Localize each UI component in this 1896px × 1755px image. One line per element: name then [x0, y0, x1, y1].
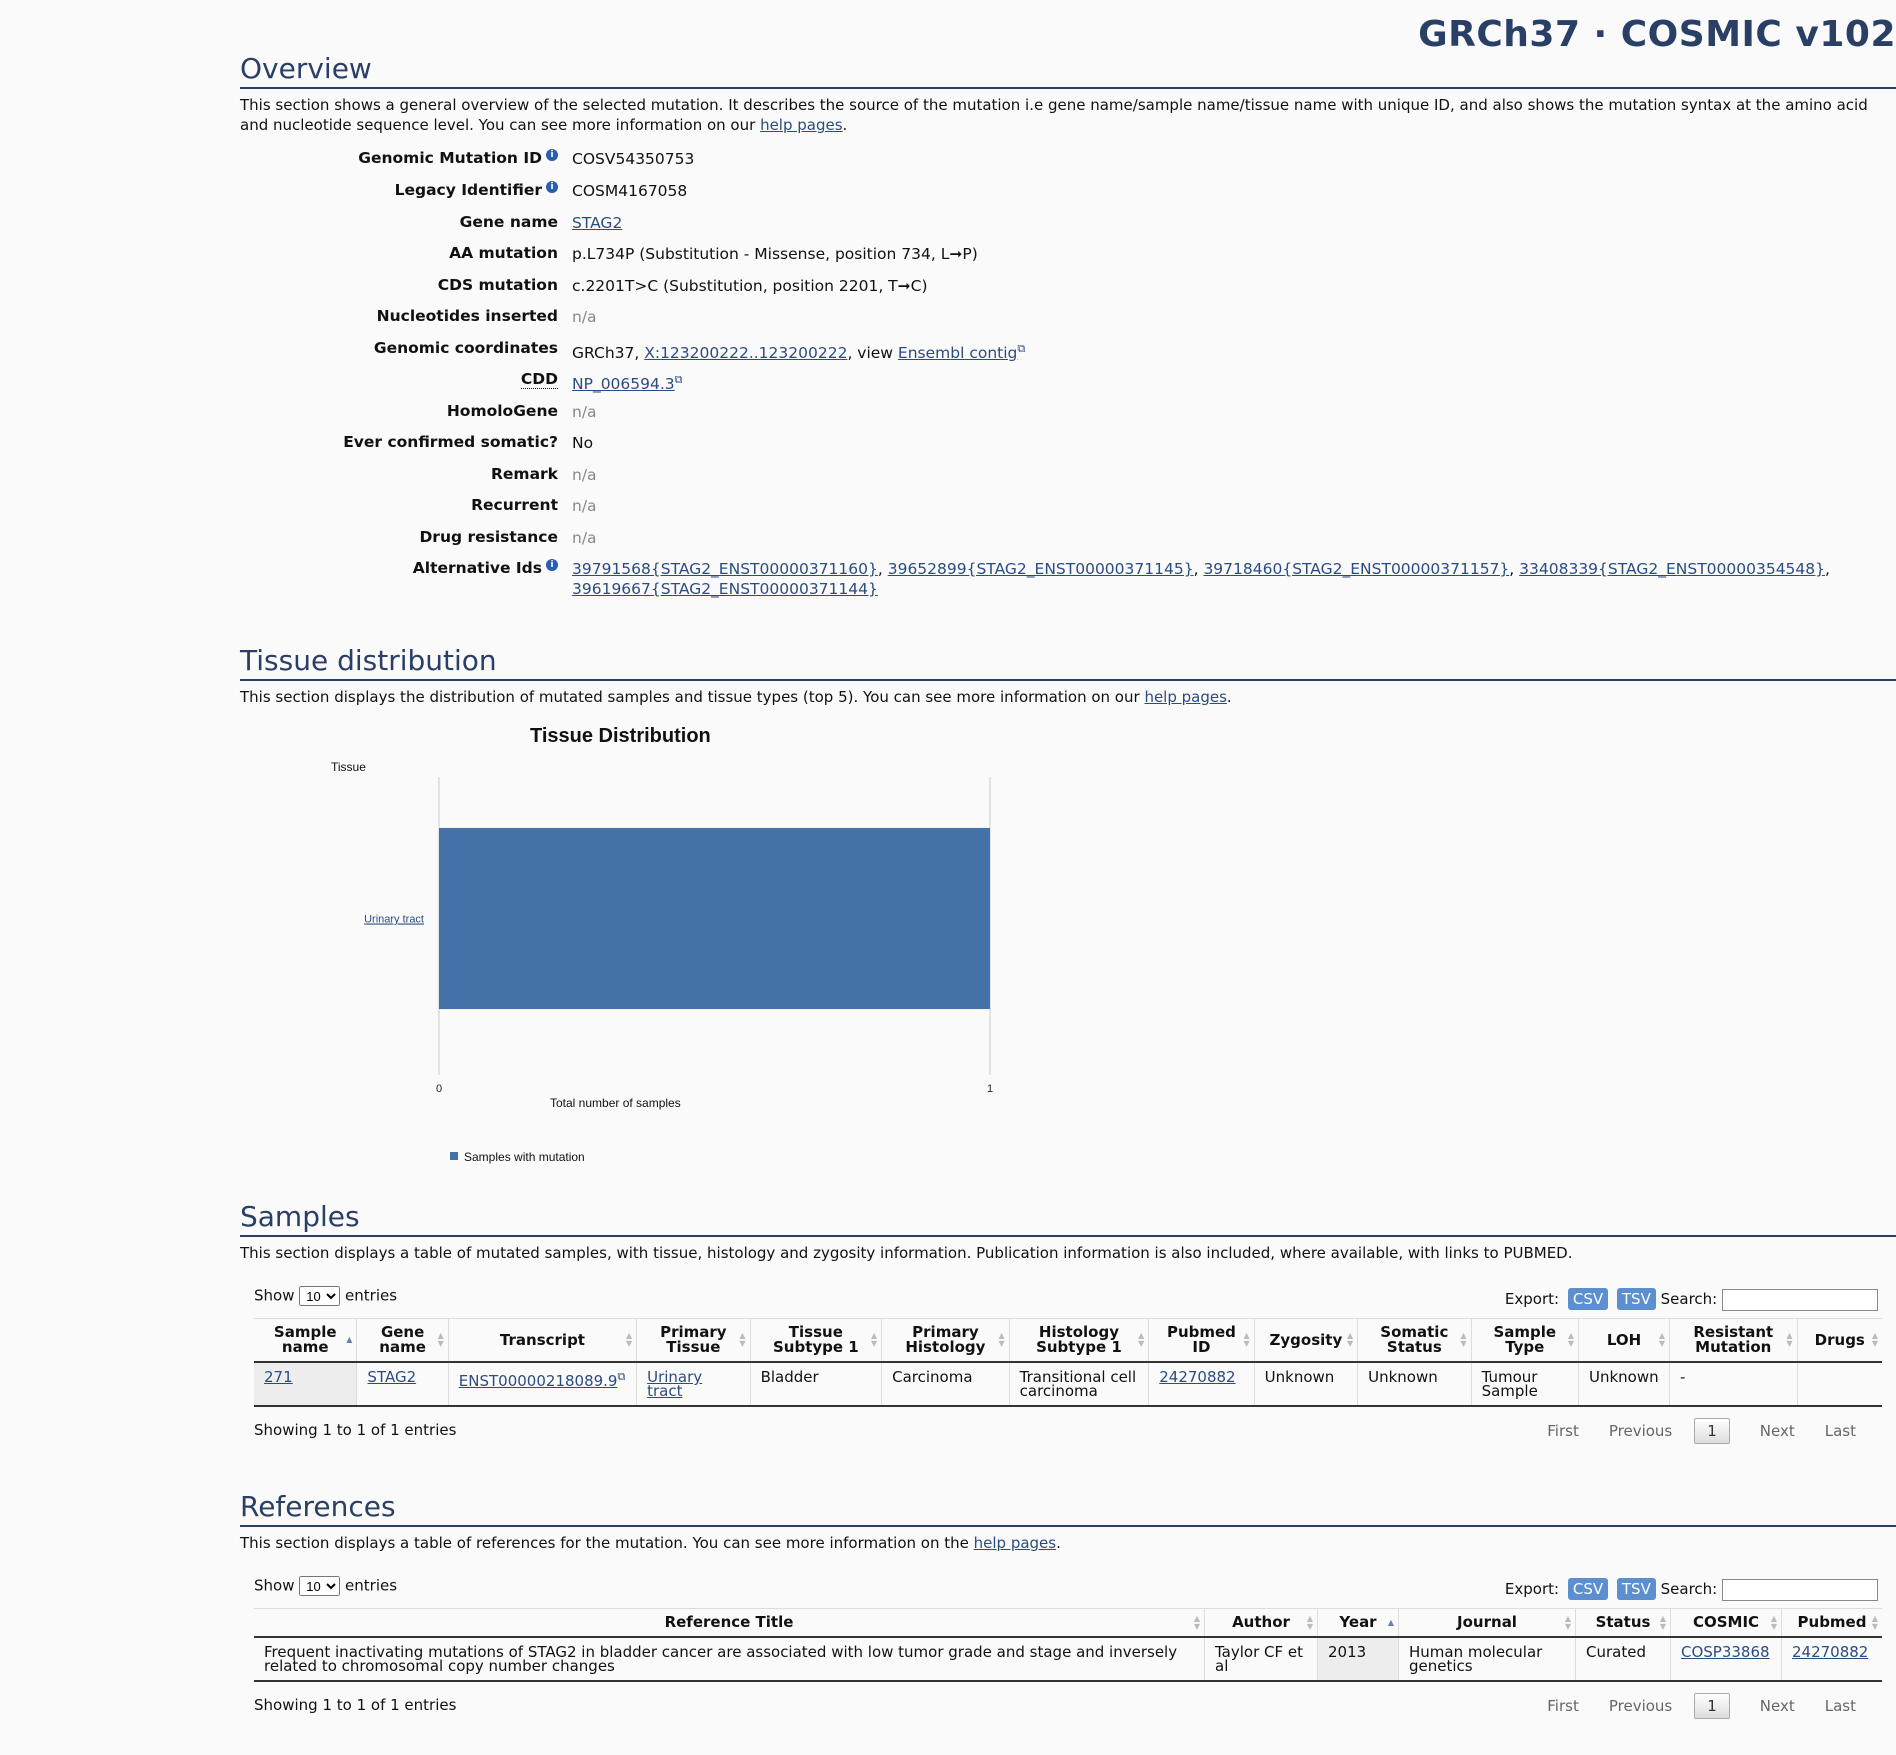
col-pubmed-id[interactable]: Pubmed ID ▲ ▼ [1149, 1319, 1254, 1363]
cell-loh: Unknown [1579, 1362, 1670, 1406]
pager-last[interactable]: Last [1824, 1697, 1856, 1715]
field-label: CDS mutation [437, 276, 558, 294]
col-cosmic[interactable]: COSMIC ▲ ▼ [1671, 1609, 1782, 1638]
field-label: AA mutation [449, 244, 558, 262]
col-sample-type[interactable]: Sample Type ▲ ▼ [1471, 1319, 1578, 1363]
search-label: Search: [1660, 1290, 1718, 1308]
alt-id-link[interactable]: 33408339{STAG2_ENST00000354548} [1519, 560, 1826, 578]
overview-intro [240, 95, 1896, 135]
field-label: Genomic coordinates [373, 339, 558, 357]
legend-label: Samples with mutation [464, 1150, 585, 1164]
col-primary-histology[interactable]: Primary Histology ▲ ▼ [882, 1319, 1010, 1363]
cell-sample-type: Tumour Sample [1471, 1362, 1578, 1406]
coord-mid: , view [847, 344, 898, 363]
field-value: n/a [572, 497, 597, 515]
field-recurrent [240, 496, 1880, 528]
sample-link[interactable]: 271 [264, 1368, 293, 1386]
field-value: COSV54350753 [572, 150, 695, 168]
overview-heading: Overview [240, 52, 1896, 89]
chart-legend [450, 1150, 585, 1164]
field-aa-mutation [240, 244, 1880, 276]
tissue-heading: Tissue distribution [240, 644, 1896, 681]
field-ever-confirmed-somatic [240, 433, 1880, 465]
external-link-icon: ⧉ [617, 1370, 626, 1383]
pager-next[interactable]: Next [1759, 1422, 1795, 1440]
col-year[interactable]: Year ▲ [1318, 1609, 1399, 1638]
cell-journal: Human molecular genetics [1399, 1637, 1576, 1681]
col-journal[interactable]: Journal ▲ ▼ [1399, 1609, 1576, 1638]
field-value: n/a [572, 403, 597, 421]
references-page-length-select[interactable] [299, 1576, 340, 1596]
samples-export-search [1505, 1288, 1878, 1311]
field-value: COSM4167058 [572, 182, 688, 200]
pager-previous[interactable]: Previous [1608, 1697, 1673, 1715]
samples-table [254, 1318, 1882, 1407]
field-alternative-ids [240, 559, 1880, 599]
show-label: Show [254, 1576, 295, 1595]
field-label: CDD [520, 370, 558, 388]
tissue-intro-text: This section displays the distribution of mutated samples and tissue types (top 5). You can see more information on our [240, 688, 1145, 706]
col-author[interactable]: Author ▲ ▼ [1205, 1609, 1318, 1638]
references-help-link[interactable]: help pages [973, 1534, 1057, 1552]
col-sample-name[interactable]: Sample name ▲ [254, 1319, 357, 1363]
references-section [240, 1490, 1896, 1553]
samples-length-control [254, 1286, 397, 1306]
field-legacy-identifier [240, 181, 1880, 213]
references-tsv-button[interactable]: TSV [1617, 1578, 1656, 1600]
tissue-help-link[interactable]: help pages [1144, 688, 1227, 706]
field-label: Alternative Ids [412, 559, 542, 578]
chart-title: Tissue Distribution [530, 725, 711, 747]
overview-intro-text: This section shows a general overview of the selected mutation. It describes the source of the mutation i.e gene name/sample name/tissue name with unique ID, and also shows the mutation syntax at the amino acid and nucleotide sequence level. You can see more information on our [240, 96, 1868, 134]
overview-section [240, 52, 1896, 135]
field-value: p.L734P (Substitution - Missense, position 734, L➞P) [572, 245, 978, 263]
pager-previous[interactable]: Previous [1608, 1422, 1673, 1440]
transcript-link[interactable]: ENST00000218089.9 [458, 1372, 618, 1390]
references-info: Showing 1 to 1 of 1 entries [254, 1696, 457, 1714]
col-somatic-status[interactable]: Somatic Status ▲ ▼ [1358, 1319, 1471, 1363]
samples-intro: This section displays a table of mutated samples, with tissue, histology and zygosity information. Publication information is also included, where available, with links to PUBMED. [240, 1244, 1573, 1262]
references-heading: References [240, 1490, 1896, 1527]
col-primary-tissue[interactable]: Primary Tissue ▲ ▼ [637, 1319, 750, 1363]
cell-drugs [1797, 1362, 1882, 1406]
cell-reference-title: Frequent inactivating mutations of STAG2 in bladder cancer are associated with low tumor grade and stage and inversely related to chromosomal copy number changes [254, 1637, 1205, 1681]
overview-intro-end: . [842, 116, 848, 134]
info-icon[interactable]: i [546, 559, 558, 571]
samples-tsv-button[interactable]: TSV [1617, 1288, 1656, 1310]
cosmic-link[interactable]: COSP33868 [1681, 1643, 1770, 1661]
export-label: Export: [1504, 1290, 1560, 1308]
cdd-link[interactable]: NP_006594.3 [572, 375, 675, 394]
cell-year: 2013 [1318, 1637, 1399, 1681]
col-gene-name[interactable]: Gene name ▲ ▼ [357, 1319, 448, 1363]
col-reference-title[interactable]: Reference Title ▲ ▼ [254, 1609, 1205, 1638]
col-resistant-mutation[interactable]: Resistant Mutation ▲ ▼ [1670, 1319, 1798, 1363]
references-intro-text: This section displays a table of references for the mutation. You can see more information on the [240, 1534, 974, 1552]
gene-link[interactable]: STAG2 [572, 214, 623, 232]
y-category-label[interactable]: Urinary tract [364, 913, 424, 926]
entries-label: entries [345, 1286, 398, 1305]
col-zygosity[interactable]: Zygosity ▲ ▼ [1254, 1319, 1357, 1363]
pager-first[interactable]: First [1547, 1697, 1579, 1715]
info-icon[interactable]: i [546, 181, 558, 193]
field-label: Gene name [459, 213, 558, 231]
cell-author: Taylor CF et al [1205, 1637, 1318, 1681]
entries-label: entries [345, 1576, 398, 1595]
info-icon[interactable]: i [546, 149, 558, 161]
alt-id-link[interactable]: 39718460{STAG2_ENST00000371157} [1203, 560, 1510, 578]
references-table [254, 1608, 1882, 1682]
coord-prefix: GRCh37, [572, 344, 645, 363]
cell-resistant-mutation: - [1670, 1362, 1798, 1406]
pager-page-1[interactable]: 1 [1694, 1418, 1730, 1444]
col-status[interactable]: Status ▲ ▼ [1576, 1609, 1671, 1638]
pubmed-link[interactable]: 24270882 [1792, 1643, 1869, 1661]
samples-search-input[interactable] [1722, 1289, 1878, 1311]
field-value: n/a [572, 308, 597, 326]
pager-first[interactable]: First [1547, 1422, 1579, 1440]
search-label: Search: [1660, 1580, 1718, 1598]
pager-page-1[interactable]: 1 [1694, 1693, 1730, 1719]
alt-id-link[interactable]: 39619667{STAG2_ENST00000371144} [572, 580, 878, 598]
col-pubmed[interactable]: Pubmed ▲ ▼ [1782, 1609, 1883, 1638]
legend-swatch [450, 1152, 458, 1160]
field-value: c.2201T>C (Substitution, position 2201, T➞C) [572, 277, 928, 295]
tissue-link[interactable]: Urinary tract [647, 1368, 703, 1400]
coordinates-link[interactable]: X:123200222..123200222 [644, 344, 848, 363]
table-row [254, 1362, 1882, 1406]
external-link-icon: ⧉ [1017, 342, 1026, 355]
field-value: No [572, 434, 594, 452]
samples-pagination [1517, 1418, 1856, 1444]
references-intro [240, 1533, 1896, 1553]
samples-page-length-select[interactable] [299, 1286, 340, 1306]
references-length-control [254, 1576, 397, 1596]
col-loh[interactable]: LOH ▲ ▼ [1579, 1319, 1670, 1363]
cell-primary-histology: Carcinoma [882, 1362, 1010, 1406]
field-homologene [240, 402, 1880, 433]
table-row [254, 1637, 1882, 1681]
field-label: Genomic Mutation ID [358, 149, 542, 168]
tissue-section [240, 644, 1896, 707]
cell-histology-subtype: Transitional cell carcinoma [1009, 1362, 1149, 1406]
bar [439, 828, 990, 1009]
field-label: Recurrent [471, 496, 558, 514]
pager-last[interactable]: Last [1824, 1422, 1856, 1440]
brand-title: GRCh37 · COSMIC v102 [1418, 14, 1896, 55]
field-gene-name [240, 213, 1880, 244]
samples-section [240, 1200, 1896, 1263]
field-label: Ever confirmed somatic? [343, 433, 558, 451]
tissue-intro-end: . [1226, 688, 1232, 706]
tissue-chart [300, 720, 1060, 1170]
table-header-row [254, 1609, 1882, 1638]
col-histology-subtype[interactable]: Histology Subtype 1 ▲ ▼ [1009, 1319, 1149, 1363]
samples-info: Showing 1 to 1 of 1 entries [254, 1421, 457, 1439]
field-value: n/a [572, 466, 597, 484]
tissue-intro [240, 687, 1896, 707]
alt-id-link[interactable]: 39791568{STAG2_ENST00000371160} [572, 560, 878, 578]
field-cds-mutation [240, 276, 1880, 307]
chart-xlabel: Total number of samples [550, 1096, 681, 1110]
cell-somatic-status: Unknown [1358, 1362, 1471, 1406]
field-label: HomoloGene [446, 402, 558, 420]
references-search-input[interactable] [1722, 1579, 1878, 1601]
samples-heading: Samples [240, 1200, 1896, 1237]
field-value: n/a [572, 529, 597, 547]
alternative-ids-list: 39791568{STAG2_ENST00000371160}, 39652899{STAG2_ENST00000371145}, 39718460{STAG2_ENST00000371157}, 33408339{STAG2_ENST00000354548}, 39619667{STAG2_ENST00000371144} [572, 560, 1830, 598]
field-drug-resistance [240, 528, 1880, 559]
field-remark [240, 465, 1880, 496]
x-tick-label: 1 [986, 1083, 994, 1095]
field-genomic-coordinates [240, 339, 1880, 370]
field-genomic-mutation-id [240, 149, 1880, 181]
col-transcript[interactable]: Transcript ▲ ▼ [448, 1319, 636, 1363]
overview-help-link[interactable]: help pages [760, 116, 843, 134]
field-cdd [240, 370, 1880, 402]
table-header-row [254, 1319, 1882, 1363]
references-pagination [1517, 1693, 1856, 1719]
references-csv-button[interactable]: CSV [1568, 1578, 1608, 1600]
cell-status: Curated [1576, 1637, 1671, 1681]
field-label: Remark [490, 465, 558, 483]
ensembl-contig-link[interactable]: Ensembl contig [897, 344, 1018, 363]
field-label: Nucleotides inserted [376, 307, 558, 325]
overview-fields [240, 149, 1880, 599]
alt-id-link[interactable]: 39652899{STAG2_ENST00000371145} [887, 560, 1194, 578]
chart-ylabel: Tissue [331, 760, 366, 774]
col-tissue-subtype[interactable]: Tissue Subtype 1 ▲ ▼ [750, 1319, 882, 1363]
export-label: Export: [1504, 1580, 1560, 1598]
gene-link[interactable]: STAG2 [367, 1368, 417, 1386]
pager-next[interactable]: Next [1759, 1697, 1795, 1715]
cell-zygosity: Unknown [1254, 1362, 1357, 1406]
references-export-search [1505, 1578, 1878, 1601]
pubmed-link[interactable]: 24270882 [1159, 1368, 1236, 1386]
external-link-icon: ⧉ [674, 373, 683, 386]
cell-tissue-subtype: Bladder [750, 1362, 882, 1406]
x-tick-label: 0 [435, 1083, 443, 1095]
field-label: Legacy Identifier [394, 181, 542, 200]
references-intro-end: . [1056, 1534, 1061, 1552]
samples-csv-button[interactable]: CSV [1568, 1288, 1608, 1310]
field-nucleotides-inserted [240, 307, 1880, 339]
field-label: Drug resistance [419, 528, 558, 546]
col-drugs[interactable]: Drugs ▲ ▼ [1797, 1319, 1882, 1363]
show-label: Show [254, 1286, 295, 1305]
